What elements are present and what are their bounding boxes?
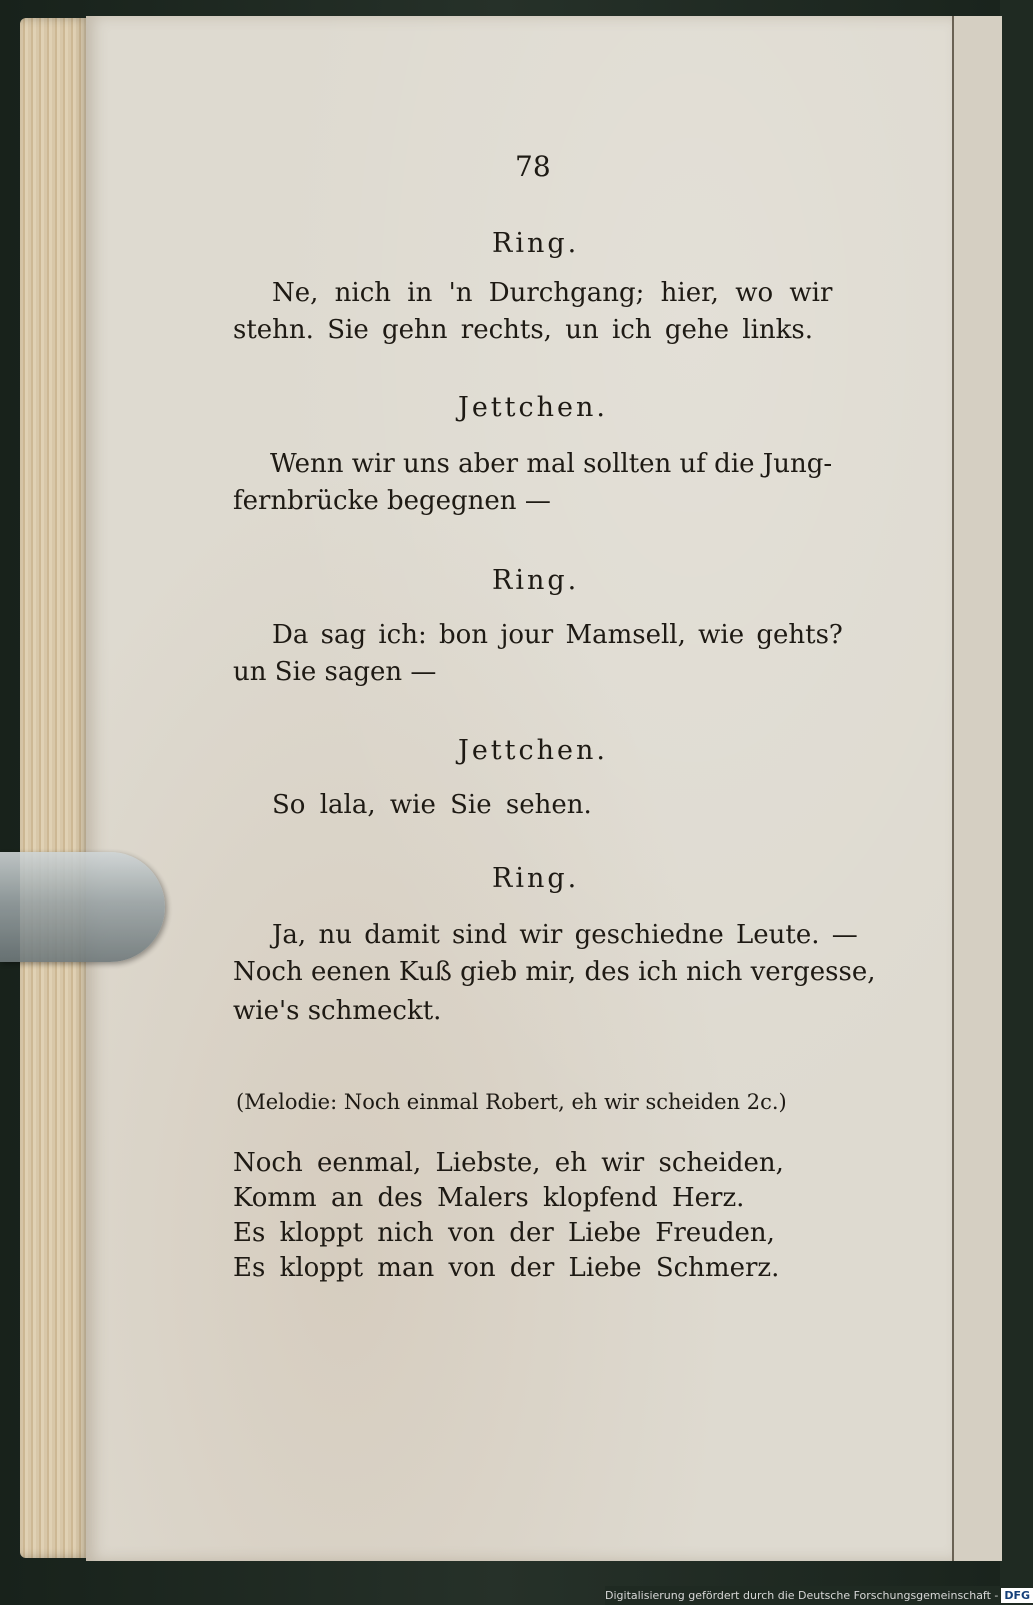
speaker-name: Jettchen. [458,735,608,766]
text-line: un Sie sagen — [233,657,437,687]
footer-text: Digitalisierung gefördert durch die Deutsche Forschungsgemeinschaft - [605,1589,999,1602]
next-page-edge [952,16,1002,1561]
dfg-logo: DFG [1001,1588,1033,1603]
text-line: Wenn wir uns aber mal sollten uf die Jung- [270,449,833,479]
page-clip [0,852,165,962]
footer-credit [605,1586,1031,1605]
text-line: stehn. Sie gehn rechts, un ich gehe links. [233,315,814,345]
page-number: 78 [515,150,551,183]
melody-note: (Melodie: Noch einmal Robert, eh wir scheiden 2c.) [236,1090,787,1114]
verse-line: Es kloppt man von der Liebe Schmerz. [233,1253,780,1283]
verse-line: Komm an des Malers klopfend Herz. [233,1183,745,1213]
text-line: Da sag ich: bon jour Mamsell, wie gehts? [272,620,843,650]
text-line: fernbrücke begegnen — [233,486,551,516]
text-line: Ja, nu damit sind wir geschiedne Leute. — [272,920,858,950]
page-edges [20,18,90,1558]
verse-line: Noch eenmal, Liebste, eh wir scheiden, [233,1148,784,1178]
text-line: So lala, wie Sie sehen. [272,790,592,820]
speaker-name: Ring. [492,228,580,259]
speaker-name: Ring. [492,565,580,596]
speaker-name: Ring. [492,863,580,894]
text-line: wie's schmeckt. [233,996,442,1026]
text-line: Ne, nich in 'n Durchgang; hier, wo wir [272,278,833,308]
speaker-name: Jettchen. [458,392,608,423]
verse-line: Es kloppt nich von der Liebe Freuden, [233,1218,775,1248]
text-line: Noch eenen Kuß gieb mir, des ich nich vergesse, [233,957,876,987]
